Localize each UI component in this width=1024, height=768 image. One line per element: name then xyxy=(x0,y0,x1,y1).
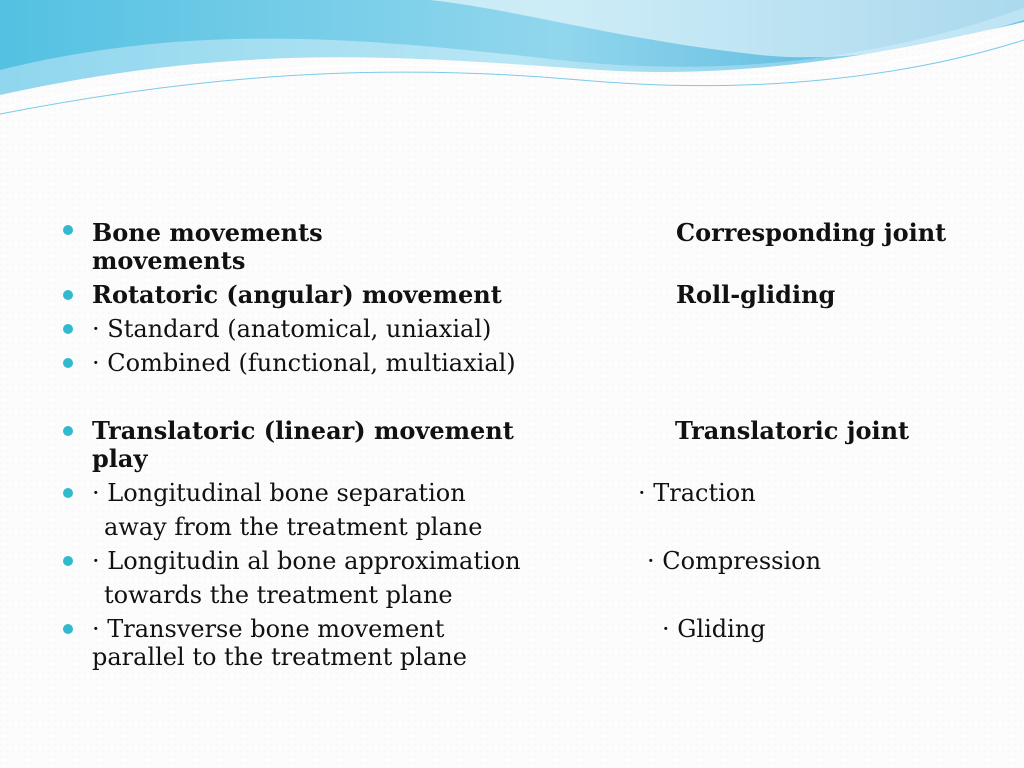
row-7-right: · Traction xyxy=(638,479,756,507)
bullet-point xyxy=(63,426,73,436)
row-9-right: · Compression xyxy=(647,547,822,575)
row-1-continuation: movements xyxy=(92,246,246,275)
row-11-left: · Transverse bone movement xyxy=(92,615,445,643)
row-2-right: Roll-gliding xyxy=(676,280,836,309)
row-11-right: · Gliding xyxy=(662,615,766,643)
row-0-left: Bone movements xyxy=(92,218,323,247)
bullet-point xyxy=(63,358,73,368)
bullet-point xyxy=(63,324,73,334)
bullet-point xyxy=(63,556,73,566)
bullet-point xyxy=(63,290,73,300)
row-3-left: · Standard (anatomical, uniaxial) xyxy=(92,315,492,343)
bullet-point xyxy=(63,225,73,235)
bullet-point xyxy=(63,624,73,634)
row-7-left: · Longitudinal bone separation xyxy=(92,479,466,507)
row-4-left: · Combined (functional, multiaxial) xyxy=(92,349,516,377)
row-12-continuation: parallel to the treatment plane xyxy=(92,643,467,671)
row-5-right: Translatoric joint xyxy=(675,416,910,445)
row-5-left: Translatoric (linear) movement xyxy=(92,416,514,445)
bullet-point xyxy=(63,488,73,498)
row-2-left: Rotatoric (angular) movement xyxy=(92,280,502,309)
row-9-left: · Longitudin al bone approximation xyxy=(92,547,521,575)
row-0-right: Corresponding joint xyxy=(676,218,947,247)
row-10-continuation: towards the treatment plane xyxy=(104,581,453,609)
header-wave-decoration xyxy=(0,0,1024,140)
row-6-continuation: play xyxy=(92,444,148,473)
row-8-continuation: away from the treatment plane xyxy=(104,513,483,541)
